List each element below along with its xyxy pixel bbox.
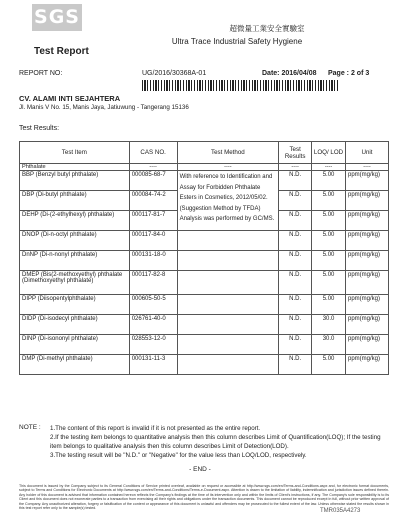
test-item: DMP (Di-methyl phthalate) <box>20 355 130 375</box>
test-item: BBP (Benzyl butyl phthalate) <box>20 171 130 191</box>
cas-number: 000605-50-5 <box>129 295 177 315</box>
end-marker: - END - <box>189 466 211 473</box>
note-item: 1.The content of this report is invalid if it is not presented as the entire report. <box>50 425 261 432</box>
unit: ppm(mg/kg) <box>345 355 388 375</box>
test-item: DIPP (Diisopentylphthalate) <box>20 295 130 315</box>
test-item: DMEP (Bis(2-methoxyethyl) phthalate (Dimethoxyethyl phthalate) <box>20 271 130 295</box>
cas-number: 000117-81-7 <box>129 211 177 231</box>
page-indicator: Page : 2 of 3 <box>328 70 370 77</box>
results-label: Test Results: <box>19 125 60 132</box>
note-label: NOTE : <box>19 424 41 431</box>
test-method-empty <box>177 271 279 295</box>
header-unit: Unit <box>345 142 388 164</box>
loq-value: 5.00 <box>312 295 346 315</box>
unit: ppm(mg/kg) <box>345 231 388 251</box>
test-method: With reference to Identification and Assay for Forbidden Phthalate Esters in Cosmetics, 2012/05/02. (Suggestion Method by TFDA) Analysis was performed by GC/MS. <box>177 171 279 231</box>
client-address: Jl. Manis V No. 15, Manis Jaya, Jatiuwung - Tangerang 15136 <box>19 104 189 111</box>
test-result: N.D. <box>279 335 312 355</box>
category-label: Phthalate <box>20 164 130 171</box>
unit: ppm(mg/kg) <box>345 191 388 211</box>
sgs-logo: SGS <box>32 4 82 31</box>
results-table <box>19 141 389 375</box>
test-result: N.D. <box>279 211 312 231</box>
report-date: Date: 2016/04/08 <box>262 70 317 77</box>
header-cas-no: CAS NO. <box>129 142 177 164</box>
test-item: DIDP (Di-isodecyl phthalate) <box>20 315 130 335</box>
loq-value: 5.00 <box>312 191 346 211</box>
notes-list <box>50 424 390 460</box>
test-result: N.D. <box>279 271 312 295</box>
cas-number: 026761-40-0 <box>129 315 177 335</box>
test-item: DEHP (Di-(2-ethylhexyl) phthalate) <box>20 211 130 231</box>
cas-number: 000085-68-7 <box>129 171 177 191</box>
unit: ppm(mg/kg) <box>345 335 388 355</box>
category-dash: ---- <box>279 164 312 171</box>
test-result: N.D. <box>279 231 312 251</box>
lab-name-chinese: 超微量工業安全實驗室 <box>229 24 305 33</box>
loq-value: 5.00 <box>312 211 346 231</box>
category-dash: ---- <box>129 164 177 171</box>
loq-value: 5.00 <box>312 355 346 375</box>
test-item: DnNP (Di-n-nonyl phthalate) <box>20 251 130 271</box>
report-barcode <box>142 80 338 91</box>
table-row <box>20 171 389 191</box>
table-row <box>20 355 389 375</box>
loq-value: 30.0 <box>312 315 346 335</box>
note-item: 3.The testing result will be "N.D." or "Negative" for the value less than LOQ/LOD, respectively. <box>50 452 307 459</box>
test-result: N.D. <box>279 191 312 211</box>
table-row <box>20 335 389 355</box>
table-row <box>20 295 389 315</box>
cas-number: 028553-12-0 <box>129 335 177 355</box>
loq-value: 30.0 <box>312 335 346 355</box>
test-method-empty <box>177 315 279 335</box>
test-item: DINP (Di-isononyl phthalate) <box>20 335 130 355</box>
document-serial: TMR035A4273 <box>320 508 361 514</box>
unit: ppm(mg/kg) <box>345 171 388 191</box>
test-result: N.D. <box>279 171 312 191</box>
category-dash: ---- <box>345 164 388 171</box>
cas-number: 000131-18-0 <box>129 251 177 271</box>
lab-name-english: Ultra Trace Industrial Safety Hygiene <box>171 37 303 46</box>
note-item: 2.If the testing item belongs to quantitative analysis then this column describes Limit of Quantification(LOQ); If the testing item belongs to qualitative analysis then this column describes Limit of Detection(LOD). <box>50 434 381 450</box>
unit: ppm(mg/kg) <box>345 211 388 231</box>
unit: ppm(mg/kg) <box>345 251 388 271</box>
legal-footer: This document is issued by the Company subject to its General Conditions of Service printed overleaf, available on request or accessible at http://www.sgs.com/en/Terms-and-Conditions.aspx and, for electronic format documents, subject to Terms and Conditions for Electronic Documents at http://www.sgs.com/en/Terms-and-Conditions/Terms-e-Document.aspx. Attention is drawn to the limitation of liability, indemnification and jurisdiction issues defined therein. Any holder of this document is advised that information contained hereon reflects the Company's findings at the time of its intervention only and within the limits of Client's instructions, if any. The Company's sole responsibility is to its Client and this document does not exonerate parties to a transaction from exercising all their rights and obligations under the transaction documents. This document cannot be reproduced except in full, without prior written approval of the Company. Any unauthorized alteration, forgery or falsification of the content or appearance of this document is unlawful and offenders may be prosecuted to the fullest extent of the law. Unless otherwise stated the results shown in this test report refer only to the sample(s) tested. <box>19 484 389 511</box>
header-test-item: Test Item <box>20 142 130 164</box>
table-row <box>20 271 389 295</box>
table-row <box>20 231 389 251</box>
cas-number: 000131-11-3 <box>129 355 177 375</box>
loq-value: 5.00 <box>312 271 346 295</box>
table-row <box>20 251 389 271</box>
cas-number: 000117-84-0 <box>129 231 177 251</box>
loq-value: 5.00 <box>312 171 346 191</box>
loq-value: 5.00 <box>312 231 346 251</box>
report-no-label: REPORT NO: <box>19 70 63 77</box>
header-test-method: Test Method <box>177 142 279 164</box>
client-company: CV. ALAMI INTI SEJAHTERA <box>19 94 121 103</box>
test-method-empty <box>177 251 279 271</box>
test-method-empty <box>177 295 279 315</box>
cas-number: 000117-82-8 <box>129 271 177 295</box>
unit: ppm(mg/kg) <box>345 271 388 295</box>
loq-value: 5.00 <box>312 251 346 271</box>
test-method-empty <box>177 231 279 251</box>
test-result: N.D. <box>279 315 312 335</box>
test-result: N.D. <box>279 251 312 271</box>
table-row <box>20 315 389 335</box>
header-test-results: Test Results <box>279 142 312 164</box>
test-method-empty <box>177 335 279 355</box>
test-item: DBP (Di-butyl phthalate) <box>20 191 130 211</box>
header-loq-lod: LOQ/ LOD <box>312 142 346 164</box>
category-dash: ---- <box>312 164 346 171</box>
report-no-value: UG/2016/30368A-01 <box>142 70 207 77</box>
unit: ppm(mg/kg) <box>345 315 388 335</box>
cas-number: 000084-74-2 <box>129 191 177 211</box>
test-result: N.D. <box>279 355 312 375</box>
test-item: DNOP (Di-n-octyl phthalate) <box>20 231 130 251</box>
test-result: N.D. <box>279 295 312 315</box>
category-dash: ---- <box>177 164 279 171</box>
unit: ppm(mg/kg) <box>345 295 388 315</box>
test-method-empty <box>177 355 279 375</box>
report-title: Test Report <box>34 46 89 57</box>
